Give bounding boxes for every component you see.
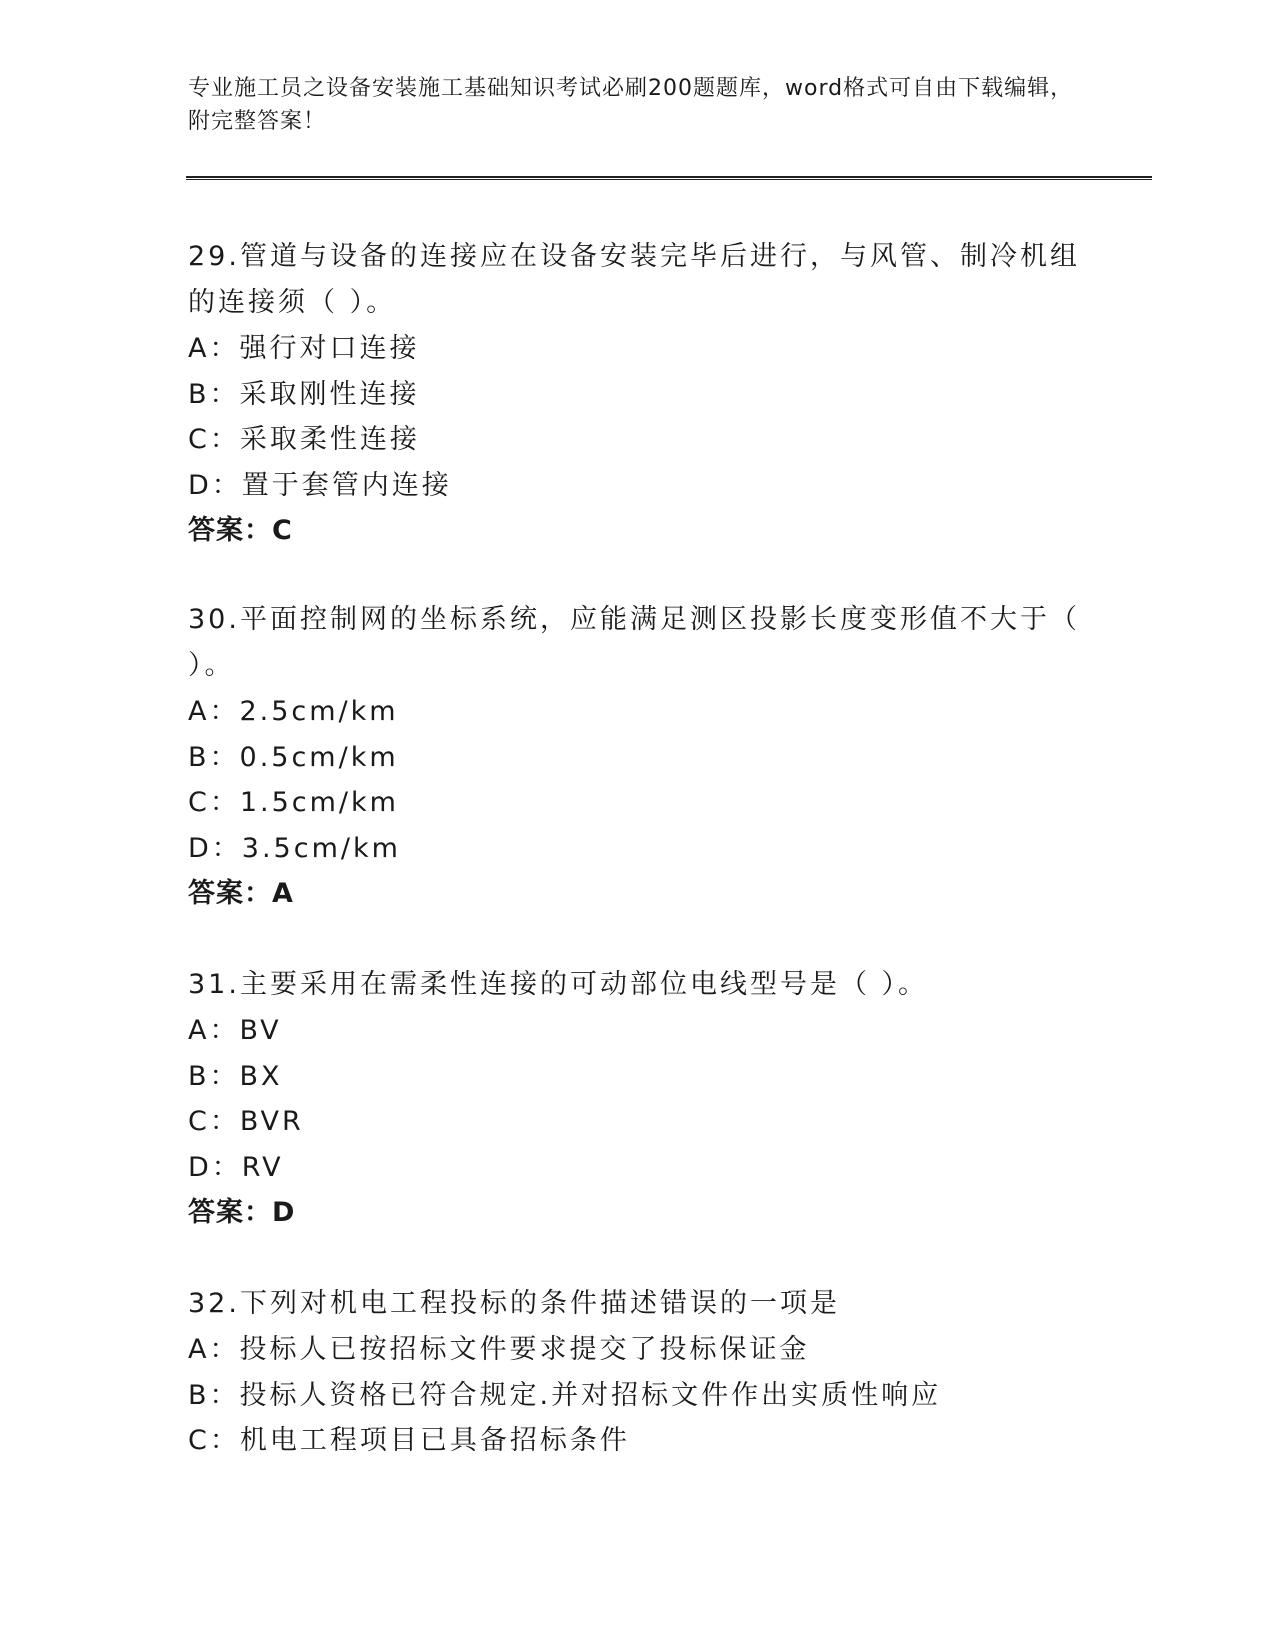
question-29 (188, 234, 1088, 554)
option-b: B：采取刚性连接 (188, 378, 420, 410)
question-stem: 29.管道与设备的连接应在设备安装完毕后进行，与风管、制冷机组的连接须（ ）。 (188, 241, 1080, 318)
option-b: B：0.5cm/km (188, 741, 399, 773)
question-stem: 32.下列对机电工程投标的条件描述错误的一项是 (188, 1288, 840, 1319)
option-a: A：投标人已按招标文件要求提交了投标保证金 (188, 1334, 810, 1365)
question-32 (188, 1281, 1088, 1464)
header-divider (186, 176, 1152, 180)
question-30 (188, 597, 1088, 917)
question-stem: 30.平面控制网的坐标系统，应能满足测区投影长度变形值不大于（ ）。 (188, 604, 1080, 681)
answer: 答案：D (188, 1197, 296, 1228)
option-c: C：1.5cm/km (188, 787, 399, 818)
option-a: A：2.5cm/km (188, 696, 399, 727)
option-d: D：置于套管内连接 (188, 469, 452, 501)
option-d: D：RV (188, 1151, 284, 1183)
option-c: C：采取柔性连接 (188, 424, 420, 455)
option-b: B：BX (188, 1060, 283, 1092)
option-a: A：强行对口连接 (188, 333, 420, 364)
document-header: 专业施工员之设备安装施工基础知识考试必刷200题题库，word格式可自由下载编辑，附完整答案！ (188, 76, 1074, 134)
answer: 答案：A (188, 878, 294, 909)
answer: 答案：C (188, 515, 293, 546)
option-a: A：BV (188, 1015, 282, 1046)
option-c: C：机电工程项目已具备招标条件 (188, 1425, 630, 1456)
option-d: D：3.5cm/km (188, 832, 401, 864)
option-b: B：投标人资格已符合规定.并对招标文件作出实质性响应 (188, 1379, 942, 1411)
question-stem: 31.主要采用在需柔性连接的可动部位电线型号是（ ）。 (188, 969, 929, 1000)
option-c: C：BVR (188, 1106, 304, 1137)
question-31 (188, 962, 1088, 1236)
